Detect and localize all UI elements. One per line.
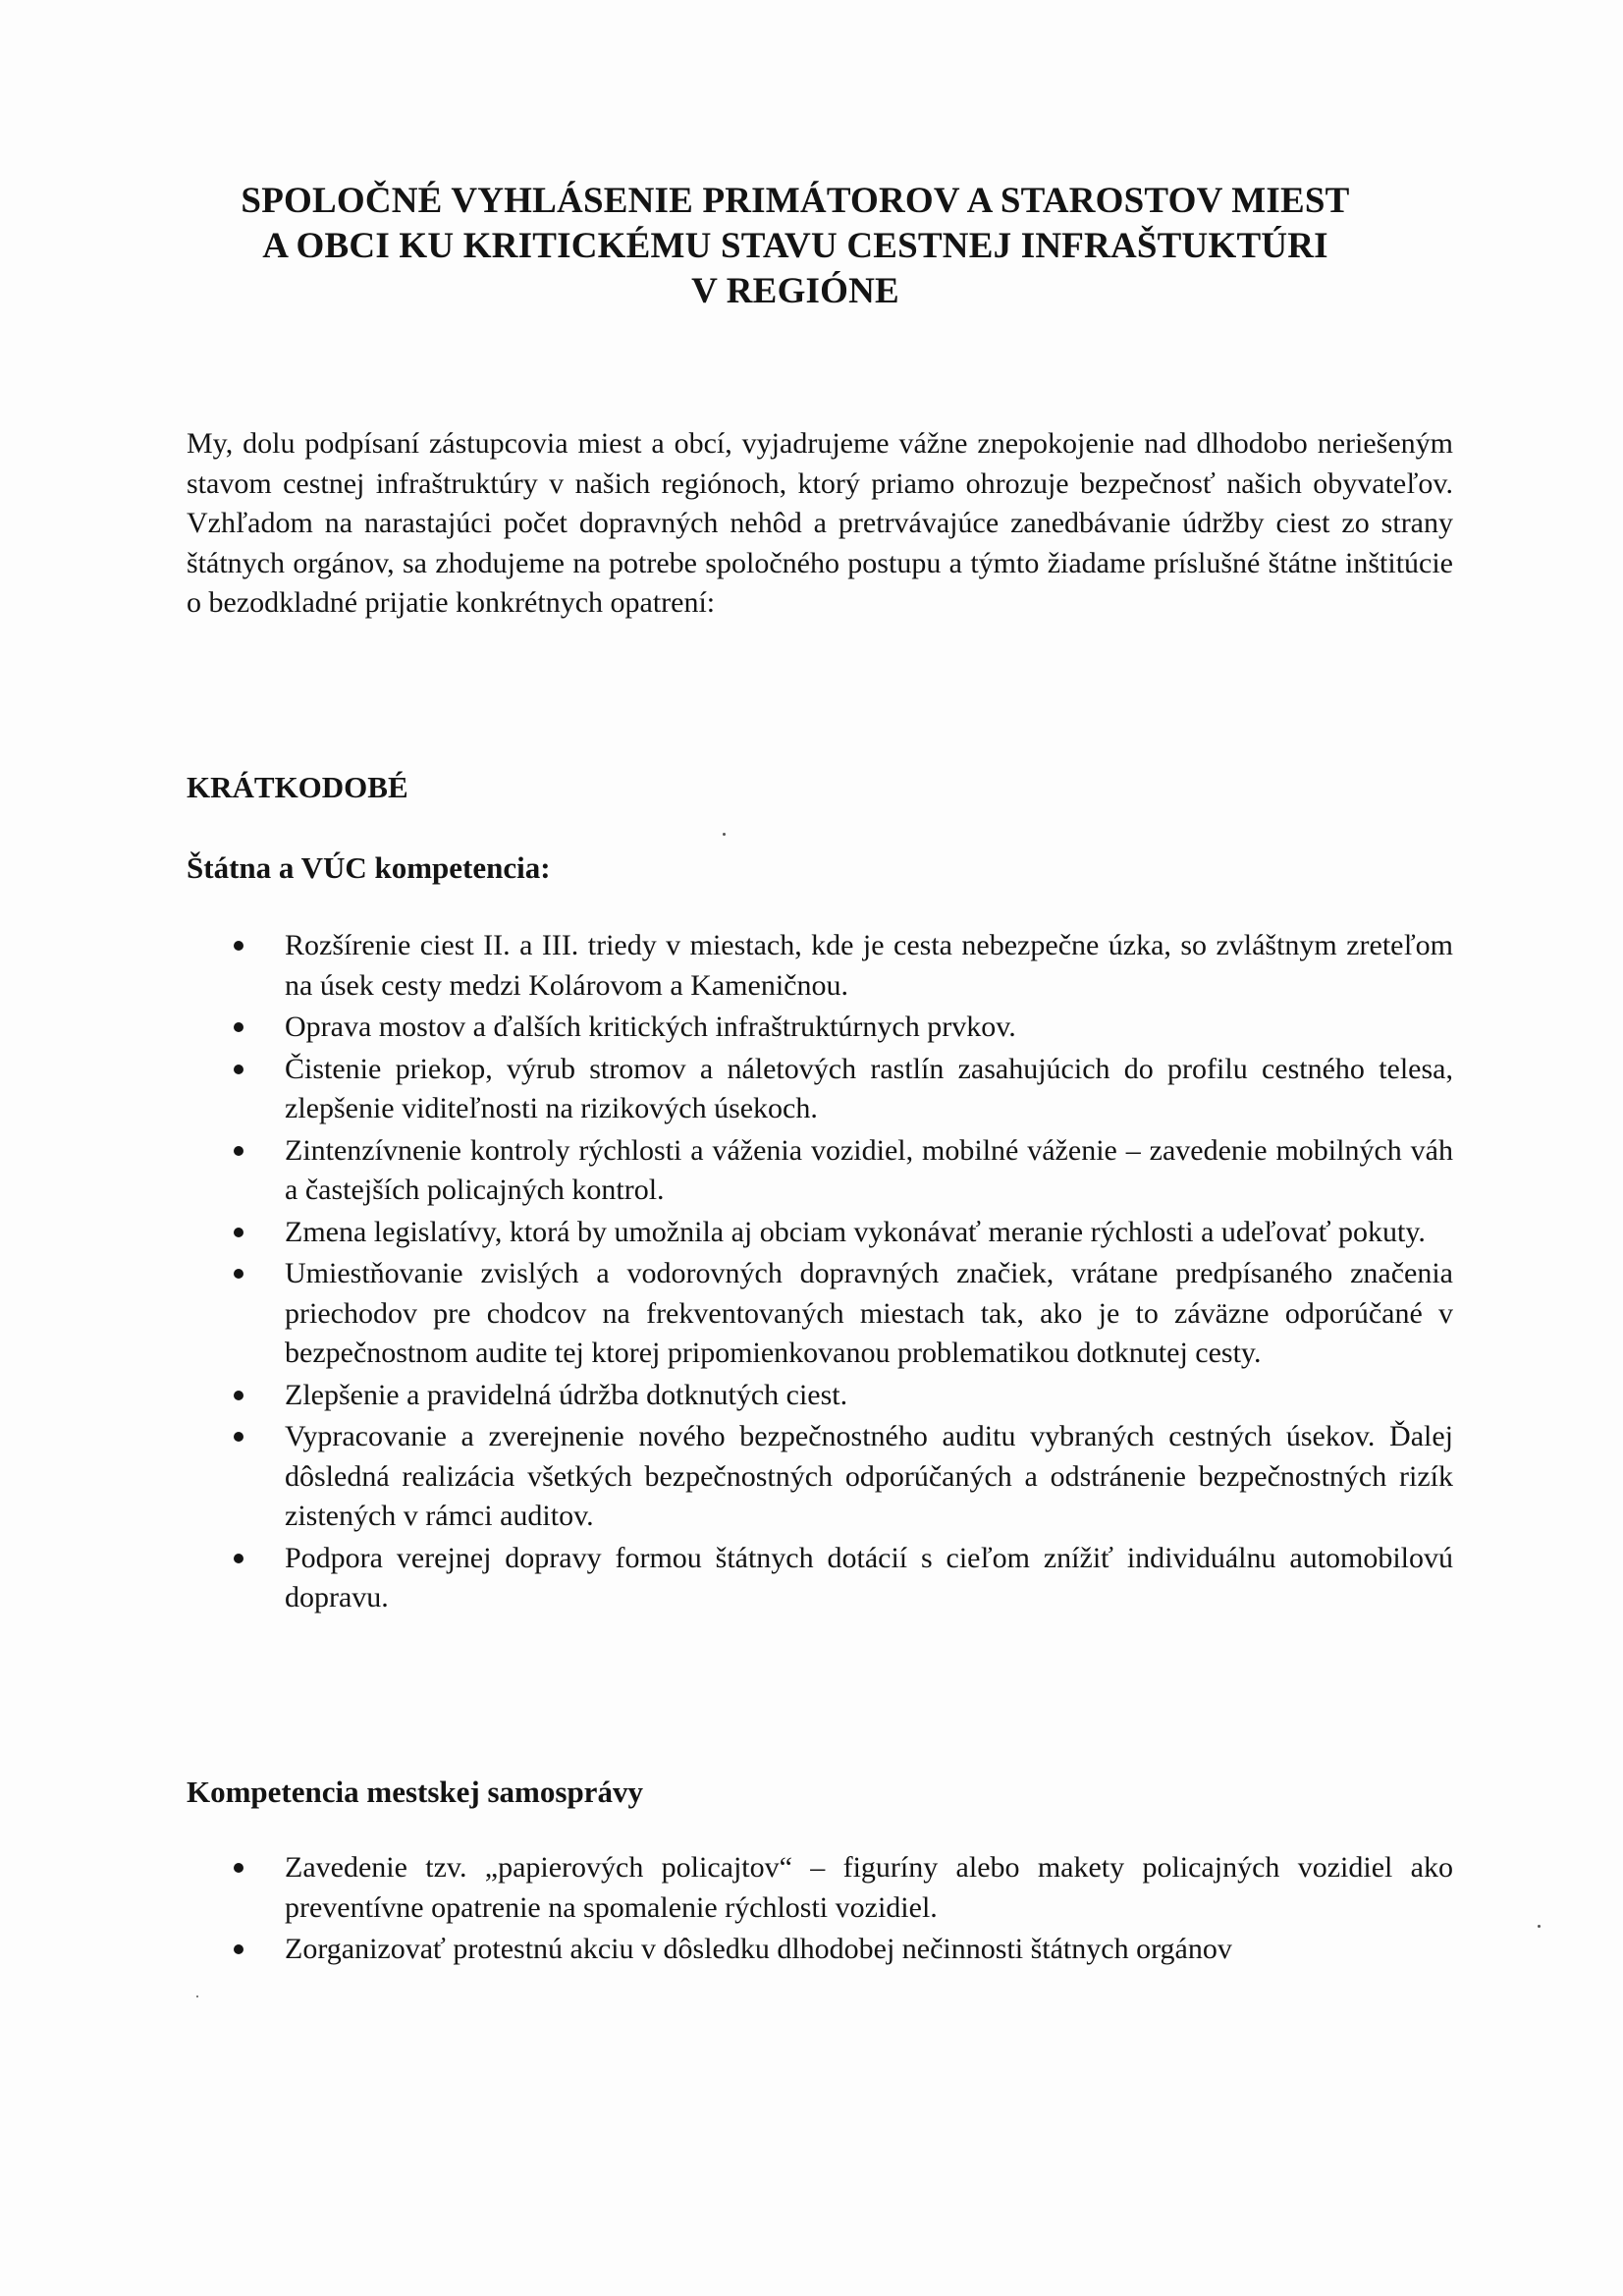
- list-item: [230, 1050, 1453, 1129]
- list-item-text: Vypracovanie a zverejnenie nového bezpečnostného auditu vybraných cestných úsekov. Ďalej dôsledná realizácia všetkých bezpečnostných odporúčaných a odstránenie bezpečnostných rizík zistených v rámci auditov.: [285, 1420, 1453, 1532]
- bullet-icon: [234, 1554, 243, 1563]
- scan-speck: [723, 833, 726, 836]
- bullet-icon: [234, 1269, 243, 1279]
- bullet-icon: [234, 941, 243, 951]
- list-item-text: Zavedenie tzv. „papierových policajtov“ – figuríny alebo makety policajných vozidiel ako preventívne opatrenie na spomalenie rýchlosti vozidiel.: [285, 1851, 1453, 1924]
- list-item: [230, 1213, 1453, 1253]
- city-competence-heading: Kompetencia mestskej samosprávy: [187, 1775, 643, 1809]
- list-item: [230, 1417, 1453, 1537]
- list-item-text: Umiestňovanie zvislých a vodorovných dopravných značiek, vrátane predpísaného značenia priechodov pre chodcov na frekventovaných miestach tak, ako je to záväzne odporúčané v bezpečnostnom audite tej ktorej pripomienkovanou problematikou dotknutej cesty.: [285, 1257, 1453, 1369]
- list-item: [230, 1930, 1453, 1970]
- list-item-text: Rozšírenie ciest II. a III. triedy v miestach, kde je cesta nebezpečne úzka, so zvláštnym zreteľom na úsek cesty medzi Kolárovom a Kameničnou.: [285, 929, 1453, 1002]
- list-item-text: Zintenzívnenie kontroly rýchlosti a váženia vozidiel, mobilné váženie – zavedenie mobilných váh a častejších policajných kontrol.: [285, 1133, 1453, 1206]
- bullet-icon: [234, 1228, 243, 1237]
- bullet-icon: [234, 1146, 243, 1156]
- list-item: [230, 1131, 1453, 1211]
- list-item-text: Zmena legislatívy, ktorá by umožnila aj obciam vykonávať meranie rýchlosti a udeľovať pokuty.: [285, 1215, 1426, 1248]
- bullet-icon: [234, 1022, 243, 1032]
- list-item-text: Čistenie priekop, výrub stromov a náletových rastlín zasahujúcich do profilu cestného telesa, zlepšenie viditeľnosti na rizikových úsekoch.: [285, 1052, 1453, 1124]
- list-item-text: Podpora verejnej dopravy formou štátnych dotácií s cieľom znížiť individuálnu automobilovú dopravu.: [285, 1541, 1453, 1613]
- title-line-1: SPOLOČNÉ VYHLÁSENIE PRIMÁTOROV A STAROSTOV MIEST: [241, 181, 1350, 221]
- scan-speck: [196, 1995, 198, 1997]
- list-item-text: Oprava mostov a ďalších kritických infraštruktúrnych prvkov.: [285, 1011, 1016, 1043]
- state-measures-list: [230, 926, 1453, 1620]
- list-item: [230, 1539, 1453, 1618]
- intro-paragraph: My, dolu podpísaní zástupcovia miest a obcí, vyjadrujeme vážne znepokojenie nad dlhodobo neriešeným stavom cestnej infraštruktúry v našich regiónoch, ktorý priamo ohrozuje bezpečnosť našich obyvateľov. Vzhľadom na narastajúci počet dopravných nehôd a pretrvávajúce zanedbávanie údržby ciest zo strany štátnych orgánov, sa zhodujeme na potrebe spoločného postupu a týmto žiadame príslušné štátne inštitúcie o bezodkladné prijatie konkrétnych opatrení:: [187, 427, 1453, 619]
- list-item: [230, 1376, 1453, 1416]
- bullet-icon: [234, 1065, 243, 1074]
- scan-speck: [1538, 1925, 1541, 1928]
- list-item-text: Zlepšenie a pravidelná údržba dotknutých ciest.: [285, 1378, 848, 1411]
- document-title: [187, 179, 1404, 314]
- state-competence-heading: Štátna a VÚC kompetencia:: [187, 850, 551, 885]
- title-line-3: V REGIÓNE: [691, 271, 899, 311]
- bullet-icon: [234, 1391, 243, 1400]
- short-term-heading: KRÁTKODOBÉ: [187, 770, 408, 804]
- list-item: [230, 1254, 1453, 1374]
- title-line-2: A OBCI KU KRITICKÉMU STAVU CESTNEJ INFRAŠTUKTÚRI: [262, 226, 1328, 266]
- list-item: [230, 1008, 1453, 1048]
- bullet-icon: [234, 1944, 243, 1954]
- list-item-text: Zorganizovať protestnú akciu v dôsledku dlhodobej nečinnosti štátnych orgánov: [285, 1933, 1232, 1965]
- list-item: [230, 1848, 1453, 1928]
- bullet-icon: [234, 1432, 243, 1442]
- city-measures-list: [230, 1848, 1453, 1972]
- bullet-icon: [234, 1863, 243, 1873]
- list-item: [230, 926, 1453, 1006]
